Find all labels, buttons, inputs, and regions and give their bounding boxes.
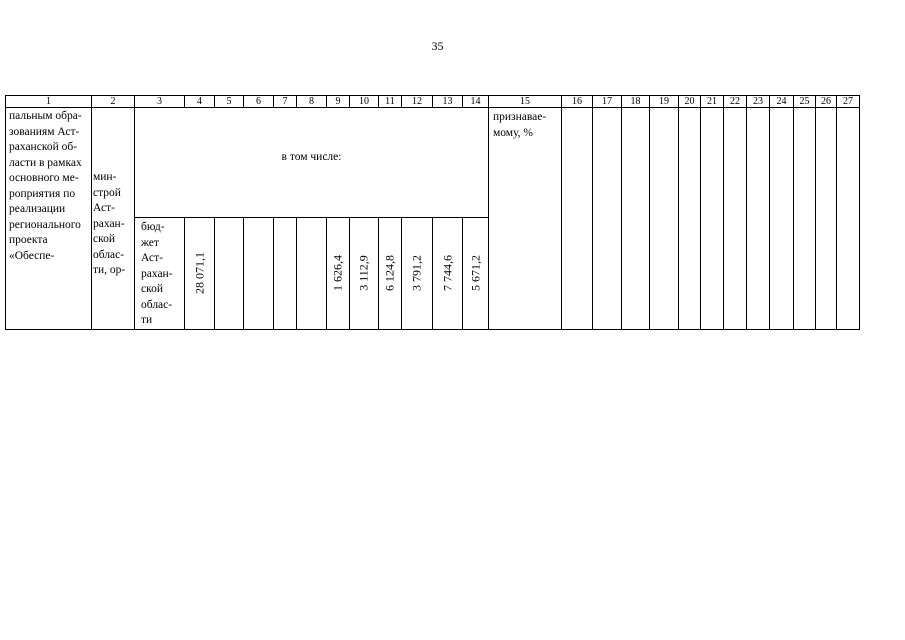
header-cell: 6 [244,96,274,108]
text-line: признавае- [493,111,547,123]
value-cell-col9 [327,218,350,330]
percentage-cell [489,108,562,330]
header-cell: 14 [463,96,489,108]
empty-cell [724,108,747,330]
text-line: роприятия по [9,187,76,200]
value-cell-col10 [350,218,379,330]
header-cell: 11 [379,96,402,108]
value-col12: 3 791,2 [409,255,424,292]
text-line: мому, % [493,126,534,139]
text-line: Аст- [93,202,115,214]
header-cell: 4 [185,96,215,108]
header-cell: 27 [837,96,860,108]
text-line: зованиям Аст- [9,125,80,138]
value-col9: 1 626,4 [330,255,345,292]
text-line: рахан- [141,267,173,280]
value-cell-col4 [185,218,215,330]
empty-cell [593,108,622,330]
header-cell: 13 [433,96,463,108]
value-cell-col14 [463,218,489,330]
text-line: ти, ор- [93,264,126,276]
header-cell: 12 [402,96,433,108]
header-cell: 21 [701,96,724,108]
including-label-cell [135,108,489,218]
empty-cell [837,108,860,330]
header-cell: 26 [816,96,837,108]
including-label: в том числе: [281,150,342,163]
value-cell-col13 [433,218,463,330]
text-line: мин- [93,171,117,183]
empty-cell [747,108,770,330]
value-cell-col11 [379,218,402,330]
text-line: «Обеспе- [9,249,55,262]
empty-cell [562,108,593,330]
text-line: бюд- [141,221,165,233]
text-line: проекта [9,234,48,246]
empty-cell [816,108,837,330]
top-edge-marks [372,0,542,1]
empty-cell [679,108,701,330]
header-cell: 3 [135,96,185,108]
text-line: облас- [93,248,125,261]
header-cell: 10 [350,96,379,108]
text-line: рахан- [93,217,125,230]
empty-cell [701,108,724,330]
executor-cell [92,108,135,330]
empty-cell [297,218,327,330]
text-line: ской [141,283,164,295]
header-cell: 23 [747,96,770,108]
text-line: жет [141,236,159,249]
text-line: ской [93,233,116,245]
header-cell: 20 [679,96,701,108]
header-row [6,96,860,108]
empty-cell [244,218,274,330]
value-col13: 7 744,6 [440,255,454,292]
empty-cell [274,218,297,330]
budget-source-cell [135,218,185,330]
header-cell: 25 [794,96,816,108]
empty-cell [215,218,244,330]
empty-cell [794,108,816,330]
text-line: регионального [9,218,81,231]
measure-description-cell [6,108,92,330]
header-cell: 5 [215,96,244,108]
value-col11: 6 124,8 [382,255,397,292]
value-cell-col12 [402,218,433,330]
value-col4: 28 071,1 [192,252,206,295]
empty-cell [622,108,650,330]
header-cell: 17 [593,96,622,108]
header-cell: 15 [489,96,562,108]
header-cell: 8 [297,96,327,108]
budget-table [5,95,860,330]
empty-cell [770,108,794,330]
text-line: основного ме- [9,172,79,184]
header-cell: 18 [622,96,650,108]
text-line: пальным обра- [9,110,82,122]
text-line: раханской об- [9,141,78,153]
text-line: Аст- [141,252,163,264]
header-cell: 1 [6,96,92,108]
header-cell: 16 [562,96,593,108]
text-line: реализации [9,203,66,215]
empty-cell [650,108,679,330]
value-col14: 5 671,2 [468,255,482,292]
page-number: 35 [431,39,444,53]
text-line: облас- [141,298,173,311]
header-cell: 7 [274,96,297,108]
header-cell: 24 [770,96,794,108]
text-line: ласти в рамках [9,156,82,169]
text-line: ти [141,314,153,326]
header-cell: 9 [327,96,350,108]
spacer [92,108,134,170]
header-cell: 22 [724,96,747,108]
header-cell: 2 [92,96,135,108]
value-col10: 3 112,9 [356,255,371,292]
header-cell: 19 [650,96,679,108]
data-row-top [6,108,860,218]
text-line: строй [93,186,121,199]
